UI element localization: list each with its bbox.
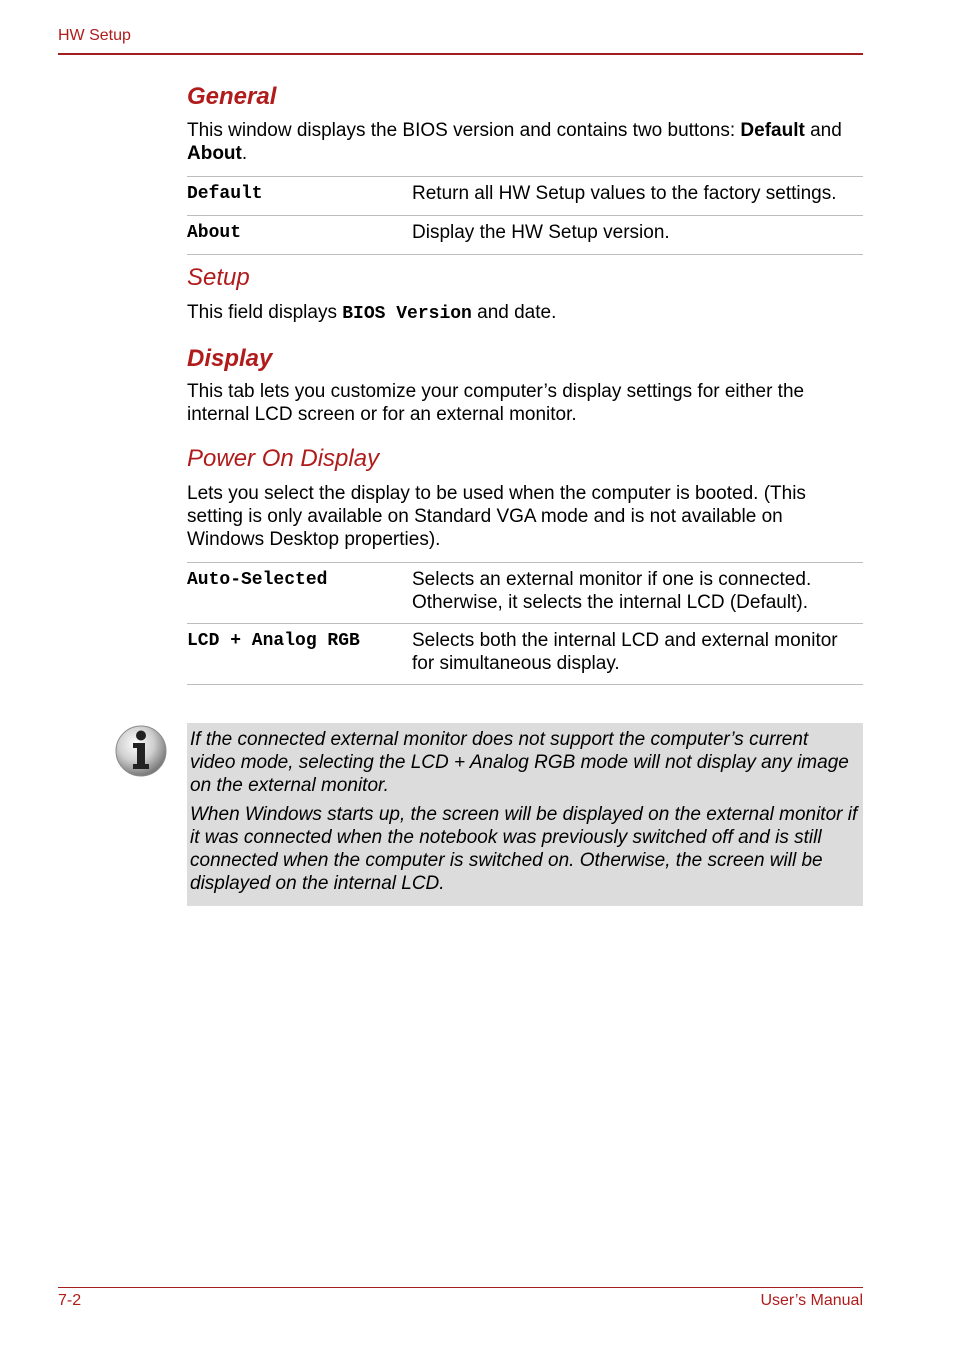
main-content <box>187 80 863 685</box>
desc-lcd-analog-rgb: Selects both the internal LCD and external monitor for simultaneous display. <box>412 624 863 685</box>
info-icon <box>114 724 168 778</box>
general-table <box>187 176 863 255</box>
power-on-display-text: Lets you select the display to be used when the computer is booted. (This setting is only available on Standard VGA mode and is not available on Windows Desktop properties). <box>187 483 806 550</box>
note-paragraph-1: If the connected external monitor does not support the computer’s current video mode, selecting the LCD + Analog RGB mode will not display any image on the external monitor. <box>190 729 849 796</box>
display-text: This tab lets you customize your computer’s display settings for either the internal LCD screen or for an external monitor. <box>187 381 805 425</box>
term-lcd-analog-rgb: LCD + Analog RGB <box>187 624 412 685</box>
header-rule <box>58 53 863 55</box>
general-intro-text-1: This window displays the BIOS version and contains two buttons: <box>187 120 741 141</box>
term-default: Default <box>187 177 412 216</box>
table-row <box>187 216 863 255</box>
heading-general: General <box>187 83 277 110</box>
heading-setup: Setup <box>187 264 250 291</box>
manual-title: User’s Manual <box>760 1292 863 1309</box>
desc-auto-selected: Selects an external monitor if one is connected. Otherwise, it selects the internal LCD (Default). <box>412 563 863 624</box>
general-intro <box>187 119 863 165</box>
desc-about: Display the HW Setup version. <box>412 216 863 255</box>
footer-rule <box>58 1287 863 1288</box>
page-number: 7-2 <box>58 1292 82 1309</box>
term-about: About <box>187 216 412 255</box>
general-intro-default: Default <box>740 120 805 141</box>
setup-text-1: This field displays <box>187 302 343 323</box>
general-intro-text-3: . <box>241 143 248 164</box>
table-row <box>187 563 863 624</box>
note-box <box>187 723 863 906</box>
setup-text <box>187 301 863 326</box>
note-paragraph-2: When Windows starts up, the screen will be displayed on the external monitor if it was connected when the notebook was previously switched off and is still connected when the computer is switched on. Otherwise, the screen will be displayed on the internal LCD. <box>190 804 858 894</box>
desc-default: Return all HW Setup values to the factory settings. <box>412 177 863 216</box>
setup-code: BIOS Version <box>342 304 472 324</box>
table-row <box>187 624 863 685</box>
term-auto-selected: Auto-Selected <box>187 563 412 624</box>
general-intro-text-2: and <box>804 120 842 141</box>
table-row <box>187 177 863 216</box>
running-head: HW Setup <box>58 27 131 44</box>
heading-display: Display <box>187 345 273 372</box>
power-on-display-table <box>187 562 863 685</box>
setup-text-2: and date. <box>471 302 557 323</box>
general-intro-about: About <box>187 143 242 164</box>
heading-power-on-display: Power On Display <box>187 445 380 472</box>
